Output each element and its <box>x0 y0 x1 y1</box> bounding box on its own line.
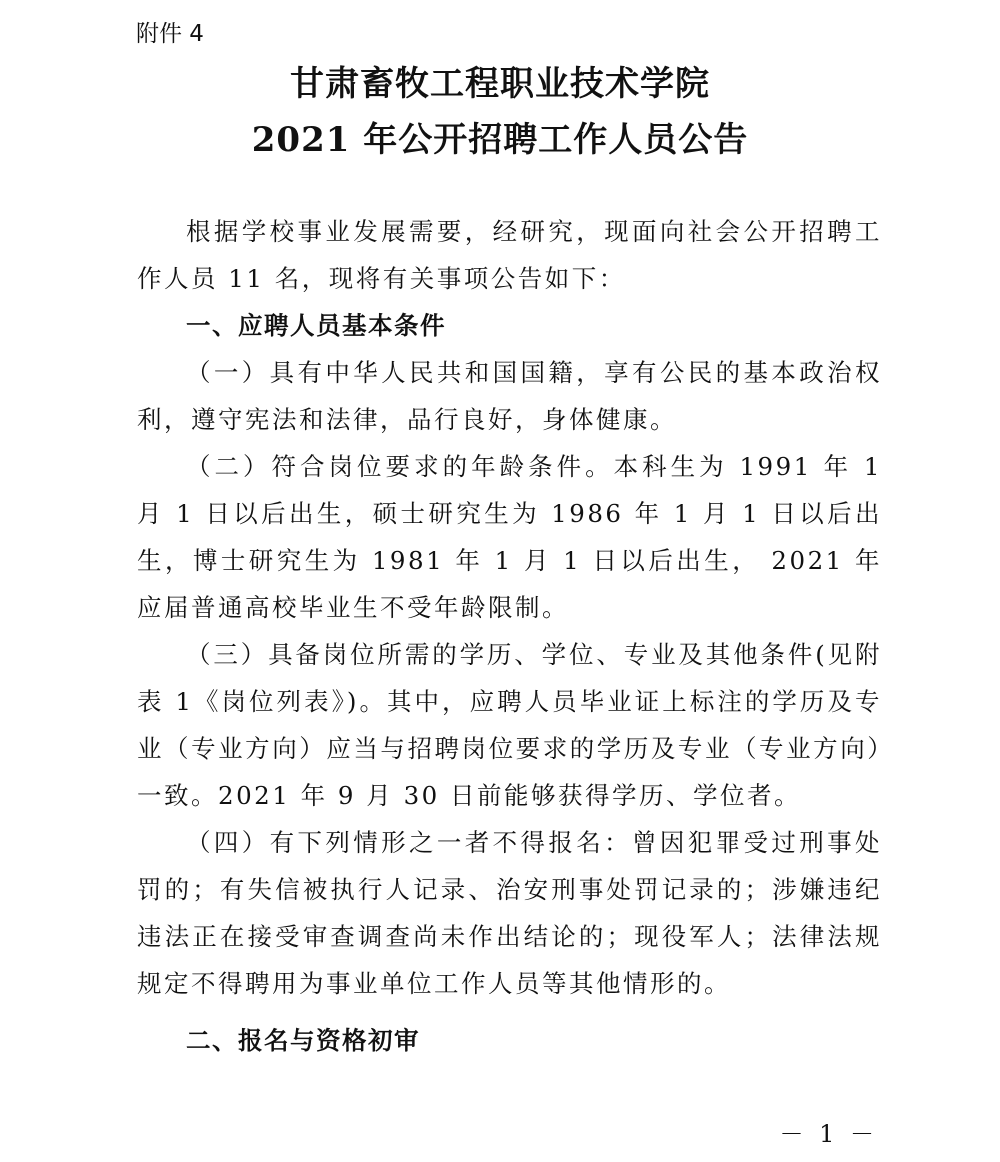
section-heading-2: 二、报名与资格初审 <box>186 1026 420 1055</box>
section-heading-1: 一、应聘人员基本条件 <box>186 311 446 340</box>
document-body <box>137 208 882 1064</box>
page-number: － 1 － <box>779 1120 878 1148</box>
condition-item-1: （一）具有中华人民共和国国籍，享有公民的基本政治权利，遵守宪法和法律，品行良好，身体健康。 <box>137 358 882 434</box>
intro-paragraph: 根据学校事业发展需要，经研究，现面向社会公开招聘工作人员 11 名，现将有关事项公告如下： <box>137 217 882 293</box>
document-title-line-2: 2021 年公开招聘工作人员公告 <box>251 120 749 160</box>
condition-item-4: （四）有下列情形之一者不得报名：曾因犯罪受过刑事处罚的；有失信被执行人记录、治安刑事处罚记录的；涉嫌违纪违法正在接受审查调查尚未作出结论的；现役军人；法律法规规定不得聘用为事业单位工作人员等其他情形的。 <box>137 828 882 998</box>
condition-item-3: （三）具备岗位所需的学历、学位、专业及其他条件(见附表 1《岗位列表》)。其中，应聘人员毕业证上标注的学历及专业（专业方向）应当与招聘岗位要求的学历及专业（专业方向）一致。2021 年 9 月 30 日前能够获得学历、学位者。 <box>137 640 882 810</box>
condition-item-2: （二）符合岗位要求的年龄条件。本科生为 1991 年 1 月 1 日以后出生，硕士研究生为 1986 年 1 月 1 日以后出生，博士研究生为 1981 年 1 月 1 日以后出生， 2021 年应届普通高校毕业生不受年龄限制。 <box>137 452 882 622</box>
attachment-label: 附件 4 <box>136 21 204 47</box>
document-title-line-1: 甘肃畜牧工程职业技术学院 <box>290 64 710 104</box>
